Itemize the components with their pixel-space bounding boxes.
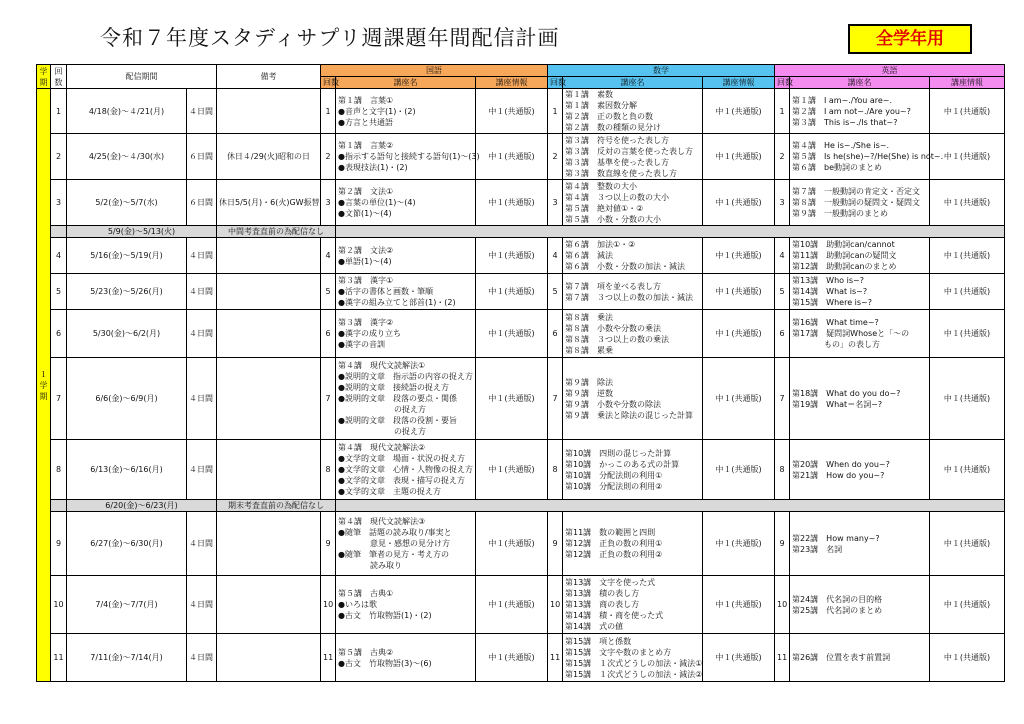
lesson-list <box>563 634 703 682</box>
sugaku-kaisu: 11 <box>548 634 563 682</box>
table-row <box>37 440 1005 500</box>
lesson-item: 第23講 名詞 <box>792 544 843 554</box>
lesson-item: 第２講 数の種類の見分け <box>565 123 661 132</box>
days-cell: ４日間 <box>187 512 217 576</box>
lesson-item: ●単語(1)～(4) <box>338 256 392 266</box>
table-row <box>37 180 1005 226</box>
gap-row <box>37 500 1005 512</box>
days-cell: ４日間 <box>187 440 217 500</box>
lesson-item: 第３講 反対の言葉を使った表し方 <box>565 146 693 156</box>
lesson-list <box>790 440 930 500</box>
round-cell: 9 <box>51 512 67 576</box>
lesson-item: 第８講 小数や分数の乗法 <box>565 323 661 333</box>
sugaku-info: 中１(共通版) <box>703 89 775 134</box>
lesson-list <box>336 134 480 180</box>
lesson-list <box>790 358 930 440</box>
sugaku-kaisu: 8 <box>548 440 563 500</box>
period-cell: 4/18(金)～４/21(月) <box>67 89 187 134</box>
lesson-item: ●言葉の単位(1)～(4) <box>338 198 416 207</box>
lesson-list <box>336 180 476 226</box>
lesson-item: ●活字の書体と画数・筆順 <box>338 287 433 296</box>
sugaku-kaisu: 6 <box>548 310 563 358</box>
header-eigo: 英語 <box>775 65 1005 77</box>
kokugo-info: 中１(共通版) <box>476 310 548 358</box>
sugaku-kaisu: 3 <box>548 180 563 226</box>
lesson-item: 第14講 積・商を使った式 <box>565 611 664 620</box>
lesson-item: 第１講 I am~./You are~. <box>792 95 893 105</box>
kokugo-kaisu: 6 <box>321 310 336 358</box>
lesson-list <box>563 512 703 576</box>
lesson-item: ●表現技法(1)・(2) <box>338 163 408 172</box>
header-sugaku-kaisu: 回数 <box>548 77 563 89</box>
header-sugaku-info: 講座情報 <box>703 77 775 89</box>
lesson-item: 第５講 Is he(she)~?/He(She) is not~. <box>792 152 944 161</box>
note-cell <box>217 89 321 134</box>
lesson-item: 第２講 正の数と負の数 <box>565 112 653 121</box>
lesson-item: ●随筆 筆者の見方・考え方の <box>338 550 449 559</box>
lesson-item: 第26講 位置を表す前置詞 <box>792 653 891 662</box>
lesson-list <box>790 274 930 310</box>
lesson-item: ●説明的文章 段落の要点・関係 <box>338 394 457 403</box>
lesson-item: 意見・感想の見分け方 <box>338 539 450 548</box>
period-cell: 7/4(金)～7/7(月) <box>67 576 187 634</box>
lesson-list <box>336 274 476 310</box>
lesson-item: ●音声と文字(1)・(2) <box>338 106 416 116</box>
lesson-item: 第９講 除法 <box>565 377 613 387</box>
lesson-item: ●方言と共通語 <box>338 117 393 127</box>
eigo-info: 中１(共通版) <box>930 89 1005 134</box>
eigo-kaisu: 11 <box>775 634 790 682</box>
days-cell: ４日間 <box>187 310 217 358</box>
lesson-item: 第15講 文字や数のまとめ方 <box>565 647 672 657</box>
days-cell: ６日間 <box>187 134 217 180</box>
lesson-item: 第９講 乗法と除法の混じった計算 <box>565 410 693 420</box>
kokugo-kaisu: 8 <box>321 440 336 500</box>
eigo-info: 中１(共通版) <box>930 180 1005 226</box>
period-cell: 7/11(金)～7/14(月) <box>67 634 187 682</box>
table-row <box>37 274 1005 310</box>
lesson-item: ●説明的文章 接続語の捉え方 <box>338 383 449 392</box>
lesson-item: 第15講 １次式どうしの加法・減法② <box>565 669 703 679</box>
lesson-item: 第４講 整数の大小 <box>565 181 637 191</box>
eigo-kaisu: 9 <box>775 512 790 576</box>
note-cell: 期末考査直前の為配信なし <box>217 500 336 512</box>
lesson-item: 第９講 小数や分数の除法 <box>565 399 661 409</box>
lesson-item: 第９講 逆数 <box>565 388 613 398</box>
note-cell <box>217 576 321 634</box>
lesson-item: の捉え方 <box>338 427 426 436</box>
lesson-item: 読み取り <box>338 561 402 570</box>
lesson-item: 第４講 ３つ以上の数の大小 <box>565 192 669 202</box>
period-cell: 6/20(金)～6/23(月) <box>67 500 217 512</box>
lesson-list <box>563 134 703 180</box>
lesson-item: 第13講 商の表し方 <box>565 600 640 609</box>
lesson-item: 第３講 数直線を使った表し方 <box>565 168 677 178</box>
days-cell: ４日間 <box>187 358 217 440</box>
table-row <box>37 310 1005 358</box>
sugaku-info: 中１(共通版) <box>703 274 775 310</box>
eigo-kaisu: 6 <box>775 310 790 358</box>
lesson-item: 第３講 符号を使った表し方 <box>565 135 669 145</box>
lesson-list <box>563 180 703 226</box>
lesson-list <box>563 238 703 274</box>
eigo-kaisu: 3 <box>775 180 790 226</box>
round-cell: 7 <box>51 358 67 440</box>
lesson-list <box>563 440 703 500</box>
lesson-item: 第１講 素因数分解 <box>565 101 637 110</box>
lesson-item: 第７講 項を並べる表し方 <box>565 281 661 291</box>
round-cell: 2 <box>51 134 67 180</box>
lesson-list <box>563 89 703 134</box>
lesson-list <box>336 576 476 634</box>
lesson-item: 第13講 Who is~? <box>792 276 864 285</box>
period-cell: 5/9(金)～5/13(火) <box>67 226 217 238</box>
lesson-item: 第12講 正負の数の利用② <box>565 550 663 559</box>
lesson-item: ●文学的文章 主題の捉え方 <box>338 487 441 496</box>
header-kokugo-kaisu: 回数 <box>321 77 336 89</box>
lesson-list <box>790 134 944 180</box>
days-cell: ６日間 <box>187 180 217 226</box>
eigo-kaisu: 1 <box>775 89 790 134</box>
note-cell: 中間考査直前の為配信なし <box>217 226 336 238</box>
sugaku-kaisu: 5 <box>548 274 563 310</box>
lesson-item: 第11講 助動詞canの疑問文 <box>792 251 897 260</box>
lesson-item: 第10講 かっこのある式の計算 <box>565 459 680 469</box>
lesson-item: 第５講 古典① <box>338 589 394 598</box>
table-row <box>37 576 1005 634</box>
gap-fill <box>336 500 1005 512</box>
kokugo-info: 中１(共通版) <box>476 358 548 440</box>
header-kokugo-kouza: 講座名 <box>336 77 476 89</box>
table-row <box>37 512 1005 576</box>
round-cell: 8 <box>51 440 67 500</box>
eigo-info: 中１(共通版) <box>930 238 1005 274</box>
kokugo-kaisu: 10 <box>321 576 336 634</box>
round-cell <box>51 500 67 512</box>
note-cell: 休日5/5(月)・6(火)GW振替 <box>217 180 321 226</box>
lesson-item: 第８講 累乗 <box>565 345 613 355</box>
table-row <box>37 134 1005 180</box>
kokugo-info: 中１(共通版) <box>476 512 548 576</box>
lesson-list <box>336 89 476 134</box>
lesson-item: 第７講 ３つ以上の数の加法・減法 <box>565 292 693 302</box>
lesson-item: 第10講 分配法則の利用① <box>565 470 663 480</box>
lesson-item: ●説明的文章 指示語の内容の捉え方 <box>338 372 473 381</box>
days-cell: ４日間 <box>187 238 217 274</box>
lesson-item: 第３講 漢字① <box>338 276 394 285</box>
lesson-item: 第２講 文法② <box>338 245 394 255</box>
lesson-item: 第11講 数の範囲と四則 <box>565 528 656 537</box>
lesson-item: ●漢字の組み立てと部首(1)・(2) <box>338 298 456 307</box>
sugaku-kaisu: 1 <box>548 89 563 134</box>
lesson-item: ●古文 竹取物語(1)・(2) <box>338 611 432 620</box>
period-cell: 5/2(金)～5/7(水) <box>67 180 187 226</box>
lesson-item: ●文学的文章 場面・状況の捉え方 <box>338 454 465 463</box>
lesson-list <box>336 238 476 274</box>
lesson-list <box>563 358 703 440</box>
lesson-item: 第１講 言葉① <box>338 95 394 105</box>
header-eigo-kaisu: 回数 <box>775 77 790 89</box>
sugaku-kaisu: 10 <box>548 576 563 634</box>
lesson-item: 第６講 小数・分数の加法・減法 <box>565 262 685 271</box>
header-round: 回数 <box>51 65 67 89</box>
lesson-item: ●漢字の成り立ち <box>338 329 401 338</box>
round-cell <box>51 226 67 238</box>
lesson-item: 第13講 文字を使った式 <box>565 578 656 587</box>
lesson-item: 第25講 代名詞のまとめ <box>792 605 883 615</box>
round-cell: 11 <box>51 634 67 682</box>
lesson-list <box>563 576 703 634</box>
note-cell <box>217 440 321 500</box>
lesson-item: 第５講 絶対値①・② <box>565 203 644 213</box>
lesson-item: ●文学的文章 表現・描写の捉え方 <box>338 476 465 485</box>
kokugo-kaisu: 11 <box>321 634 336 682</box>
lesson-item: 第８講 ３つ以上の数の乗法 <box>565 334 669 344</box>
eigo-info: 中１(共通版) <box>930 358 1005 440</box>
period-cell: 6/27(金)～6/30(月) <box>67 512 187 576</box>
kokugo-kaisu: 3 <box>321 180 336 226</box>
lesson-item: 第13講 積の表し方 <box>565 589 640 598</box>
sugaku-info: 中１(共通版) <box>703 358 775 440</box>
header-term: 学期 <box>37 65 51 89</box>
kokugo-info: 中１(共通版) <box>476 274 548 310</box>
sugaku-info: 中１(共通版) <box>703 512 775 576</box>
term-cell: １学期 <box>37 89 51 682</box>
days-cell: ４日間 <box>187 89 217 134</box>
note-cell <box>217 512 321 576</box>
lesson-item: 第６講 be動詞のまとめ <box>792 163 882 172</box>
header-eigo-info: 講座情報 <box>930 77 1005 89</box>
lesson-item: 第12講 正負の数の利用① <box>565 539 663 548</box>
lesson-list <box>563 274 703 310</box>
lesson-item: もの」の表し方 <box>792 340 880 349</box>
kokugo-info: 中１(共通版) <box>476 238 548 274</box>
kokugo-kaisu: 2 <box>321 134 336 180</box>
eigo-kaisu: 8 <box>775 440 790 500</box>
sugaku-kaisu: 9 <box>548 512 563 576</box>
lesson-item: 第20講 When do you~? <box>792 459 890 469</box>
lesson-item: 第17講 疑問詞Whoseと「～の <box>792 329 910 338</box>
lesson-item: ●文節(1)～(4) <box>338 209 392 218</box>
note-cell <box>217 238 321 274</box>
kokugo-info: 中１(共通版) <box>476 440 548 500</box>
lesson-item: 第24講 代名詞の目的格 <box>792 594 883 604</box>
lesson-item: 第４講 現代文読解法③ <box>338 517 426 526</box>
lesson-item: の捉え方 <box>338 405 426 414</box>
sugaku-info: 中１(共通版) <box>703 180 775 226</box>
round-cell: 6 <box>51 310 67 358</box>
lesson-item: 第９講 一般動詞のまとめ <box>792 209 888 218</box>
header-kokugo: 国語 <box>321 65 548 77</box>
period-cell: 5/30(金)～6/2(月) <box>67 310 187 358</box>
round-cell: 4 <box>51 238 67 274</box>
kokugo-kaisu: 1 <box>321 89 336 134</box>
eigo-info: 中１(共通版) <box>930 634 1005 682</box>
lesson-list <box>790 180 930 226</box>
lesson-item: 第１講 言葉② <box>338 141 394 150</box>
days-cell: ４日間 <box>187 634 217 682</box>
lesson-item: 第10講 分配法則の利用② <box>565 481 663 491</box>
lesson-item: 第５講 小数・分数の大小 <box>565 214 661 224</box>
kokugo-info: 中１(共通版) <box>476 576 548 634</box>
grade-badge: 全学年用 <box>848 24 972 54</box>
sugaku-kaisu: 2 <box>548 134 563 180</box>
lesson-item: 第３講 This is~./Is that~? <box>792 117 898 127</box>
lesson-item: 第４講 現代文読解法② <box>338 443 426 452</box>
sugaku-info: 中１(共通版) <box>703 634 775 682</box>
lesson-list <box>336 512 476 576</box>
lesson-item: 第22講 How many~? <box>792 533 880 543</box>
table-row <box>37 238 1005 274</box>
lesson-item: 第５講 古典② <box>338 647 394 657</box>
lesson-item: 第15講 Where is~? <box>792 298 872 307</box>
lesson-item: 第３講 基準を使った表し方 <box>565 157 669 167</box>
sugaku-info: 中１(共通版) <box>703 310 775 358</box>
table-row <box>37 358 1005 440</box>
lesson-item: 第７講 一般動詞の肯定文・否定文 <box>792 187 920 196</box>
sugaku-kaisu: 7 <box>548 358 563 440</box>
sugaku-info: 中１(共通版) <box>703 134 775 180</box>
eigo-kaisu: 7 <box>775 358 790 440</box>
lesson-list <box>790 89 930 134</box>
lesson-item: 第６講 減法 <box>565 251 613 260</box>
lesson-list <box>336 358 476 440</box>
lesson-item: 第15講 項と係数 <box>565 636 632 646</box>
lesson-item: 第19講 What＝名詞~? <box>792 399 883 409</box>
table-row <box>37 89 1005 134</box>
kokugo-info: 中１(共通版) <box>476 634 548 682</box>
lesson-list <box>790 310 930 358</box>
round-cell: 1 <box>51 89 67 134</box>
lesson-item: 第14講 What is~? <box>792 287 868 296</box>
lesson-item: 第14講 式の値 <box>565 622 624 631</box>
period-cell: 6/6(金)～6/9(月) <box>67 358 187 440</box>
schedule-table <box>36 64 1005 682</box>
eigo-kaisu: 5 <box>775 274 790 310</box>
lesson-item: ●古文 竹取物語(3)～(6) <box>338 658 432 668</box>
header-sugaku-kouza: 講座名 <box>563 77 703 89</box>
note-cell <box>217 634 321 682</box>
lesson-item: 第10講 四則の混じった計算 <box>565 448 672 458</box>
lesson-item: 第18講 What do you do~? <box>792 388 901 398</box>
header-note: 備考 <box>217 65 321 89</box>
kokugo-info: 中１(共通版) <box>476 89 548 134</box>
lesson-list <box>336 634 476 682</box>
lesson-item: ●いろは歌 <box>338 600 377 609</box>
lesson-list <box>790 238 930 274</box>
kokugo-kaisu: 7 <box>321 358 336 440</box>
lesson-item: 第４講 He is~./She is~. <box>792 141 890 150</box>
eigo-kaisu: 4 <box>775 238 790 274</box>
period-cell: 5/16(金)～5/19(月) <box>67 238 187 274</box>
sugaku-kaisu: 4 <box>548 238 563 274</box>
lesson-list <box>790 512 930 576</box>
lesson-item: ●文学的文章 心情・人物像の捉え方 <box>338 465 473 474</box>
kokugo-kaisu: 9 <box>321 512 336 576</box>
lesson-list <box>790 576 930 634</box>
lesson-item: 第８講 一般動詞の疑問文・疑問文 <box>792 198 920 207</box>
eigo-kaisu: 2 <box>775 134 790 180</box>
header-kokugo-info: 講座情報 <box>476 77 548 89</box>
note-cell <box>217 358 321 440</box>
lesson-item: ●指示する語句と接続する語句(1)～(3) <box>338 152 480 161</box>
lesson-list <box>790 634 930 682</box>
note-cell <box>217 274 321 310</box>
eigo-kaisu: 10 <box>775 576 790 634</box>
sugaku-info: 中１(共通版) <box>703 576 775 634</box>
lesson-item: 第21講 How do you~? <box>792 470 885 480</box>
lesson-item: 第２講 I am not~./Are you~? <box>792 106 911 116</box>
page-title: 令和７年度スタディサプリ週課題年間配信計画 <box>100 26 560 50</box>
lesson-item: 第10講 助動詞can/cannot <box>792 240 895 249</box>
round-cell: 3 <box>51 180 67 226</box>
lesson-item: ●随筆 話題の読み取り/事実と <box>338 528 452 537</box>
eigo-info: 中１(共通版) <box>930 576 1005 634</box>
header-sugaku: 数学 <box>548 65 775 77</box>
table-row <box>37 634 1005 682</box>
period-cell: 4/25(金)～４/30(水) <box>67 134 187 180</box>
lesson-item: 第１講 素数 <box>565 90 613 99</box>
lesson-item: ●漢字の音訓 <box>338 340 385 349</box>
eigo-info: 中１(共通版) <box>930 512 1005 576</box>
lesson-item: 第６講 加法①・② <box>565 240 636 249</box>
lesson-item: 第15講 １次式どうしの加法・減法① <box>565 658 703 668</box>
header-period: 配信期間 <box>67 65 217 89</box>
kokugo-info: 中１(共通版) <box>476 134 548 180</box>
note-cell <box>217 310 321 358</box>
gap-fill <box>336 226 1005 238</box>
round-cell: 5 <box>51 274 67 310</box>
lesson-item: 第８講 乗法 <box>565 312 613 322</box>
lesson-item: 第２講 文法① <box>338 187 394 196</box>
lesson-list <box>336 440 476 500</box>
eigo-info: 中１(共通版) <box>930 440 1005 500</box>
lesson-list <box>563 310 703 358</box>
eigo-info: 中１(共通版) <box>930 134 1005 180</box>
lesson-item: 第16講 What time~? <box>792 318 879 327</box>
sugaku-info: 中１(共通版) <box>703 238 775 274</box>
sugaku-info: 中１(共通版) <box>703 440 775 500</box>
gap-row <box>37 226 1005 238</box>
lesson-item: 第３講 漢字② <box>338 318 394 327</box>
header-eigo-kouza: 講座名 <box>790 77 930 89</box>
round-cell: 10 <box>51 576 67 634</box>
days-cell: ４日間 <box>187 274 217 310</box>
kokugo-kaisu: 4 <box>321 238 336 274</box>
period-cell: 5/23(金)～5/26(月) <box>67 274 187 310</box>
lesson-item: ●説明的文章 段落の役割・要旨 <box>338 416 457 425</box>
eigo-info: 中１(共通版) <box>930 274 1005 310</box>
period-cell: 6/13(金)～6/16(月) <box>67 440 187 500</box>
days-cell: ４日間 <box>187 576 217 634</box>
note-cell: 休日４/29(火)昭和の日 <box>217 134 321 180</box>
lesson-item: 第12講 助動詞canのまとめ <box>792 262 897 271</box>
lesson-item: 第４講 現代文読解法① <box>338 361 426 370</box>
kokugo-info: 中１(共通版) <box>476 180 548 226</box>
lesson-list <box>336 310 476 358</box>
kokugo-kaisu: 5 <box>321 274 336 310</box>
eigo-info: 中１(共通版) <box>930 310 1005 358</box>
